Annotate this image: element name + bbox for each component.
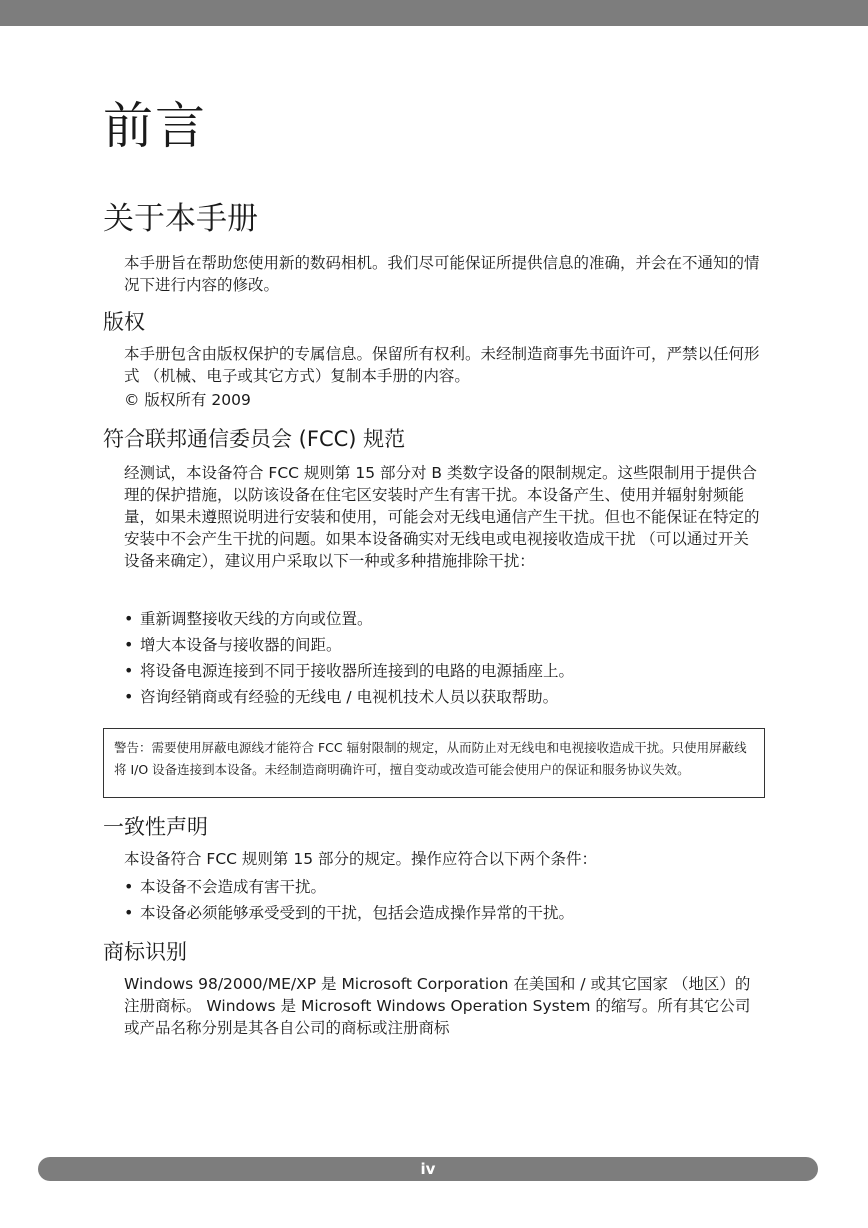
page-number: iv <box>420 1160 436 1178</box>
section-conformity-heading: 一致性声明 <box>103 815 208 839</box>
section-trademark-heading: 商标识别 <box>103 940 187 964</box>
section-trademark-paragraph: Windows 98/2000/ME/XP 是 Microsoft Corporation 在美国和 / 或其它国家 （地区）的注册商标。 Windows 是 Microsoft Windows Operation System 的缩写。所有其它公司或产品名称分别是其各自公司的商标或注册商标 <box>124 975 751 1037</box>
section-conformity-paragraph: 本设备符合 FCC 规则第 15 部分的规定。操作应符合以下两个条件： <box>124 850 597 868</box>
list-item: • 重新调整接收天线的方向或位置。 <box>124 606 760 632</box>
section-about-paragraph: 本手册旨在帮助您使用新的数码相机。我们尽可能保证所提供信息的准确，并会在不通知的情况下进行内容的修改。 <box>124 254 760 294</box>
page-title: 前言 <box>103 97 207 155</box>
list-item: • 增大本设备与接收器的间距。 <box>124 632 760 658</box>
section-copyright-paragraph: 本手册包含由版权保护的专属信息。保留所有权利。未经制造商事先书面许可，严禁以任何形式 （机械、电子或其它方式）复制本手册的内容。 <box>124 345 760 385</box>
section-about-heading: 关于本手册 <box>103 201 258 237</box>
section-copyright-heading: 版权 <box>103 310 145 334</box>
fcc-measures-list <box>124 606 760 710</box>
list-item: • 本设备必须能够承受受到的干扰，包括会造成操作异常的干扰。 <box>124 900 760 926</box>
list-item: • 本设备不会造成有害干扰。 <box>124 874 760 900</box>
header-bar <box>0 0 868 26</box>
copyright-notice: © 版权所有 2009 <box>124 391 251 409</box>
section-fcc-paragraph: 经测试，本设备符合 FCC 规则第 15 部分对 B 类数字设备的限制规定。这些限制用于提供合理的保护措施，以防该设备在住宅区安装时产生有害干扰。本设备产生、使用并辐射射频能量，如果未遵照说明进行安装和使用，可能会对无线电通信产生干扰。但也不能保证在特定的安装中不会产生干扰的问题。如果本设备确实对无线电或电视接收造成干扰 （可以通过开关设备来确定），建议用户采取以下一种或多种措施排除干扰： <box>124 464 760 570</box>
list-item: • 咨询经销商或有经验的无线电 / 电视机技术人员以获取帮助。 <box>124 684 760 710</box>
conformity-conditions-list <box>124 874 760 926</box>
list-item: • 将设备电源连接到不同于接收器所连接到的电路的电源插座上。 <box>124 658 760 684</box>
footer-bar <box>38 1157 818 1181</box>
fcc-warning-box: 警告：需要使用屏蔽电源线才能符合 FCC 辐射限制的规定，从而防止对无线电和电视接收造成干扰。只使用屏蔽线将 I/O 设备连接到本设备。未经制造商明确许可，擅自变动或改造可能会使用户的保证和服务协议失效。 <box>103 728 765 798</box>
section-fcc-heading: 符合联邦通信委员会 (FCC) 规范 <box>103 427 406 451</box>
